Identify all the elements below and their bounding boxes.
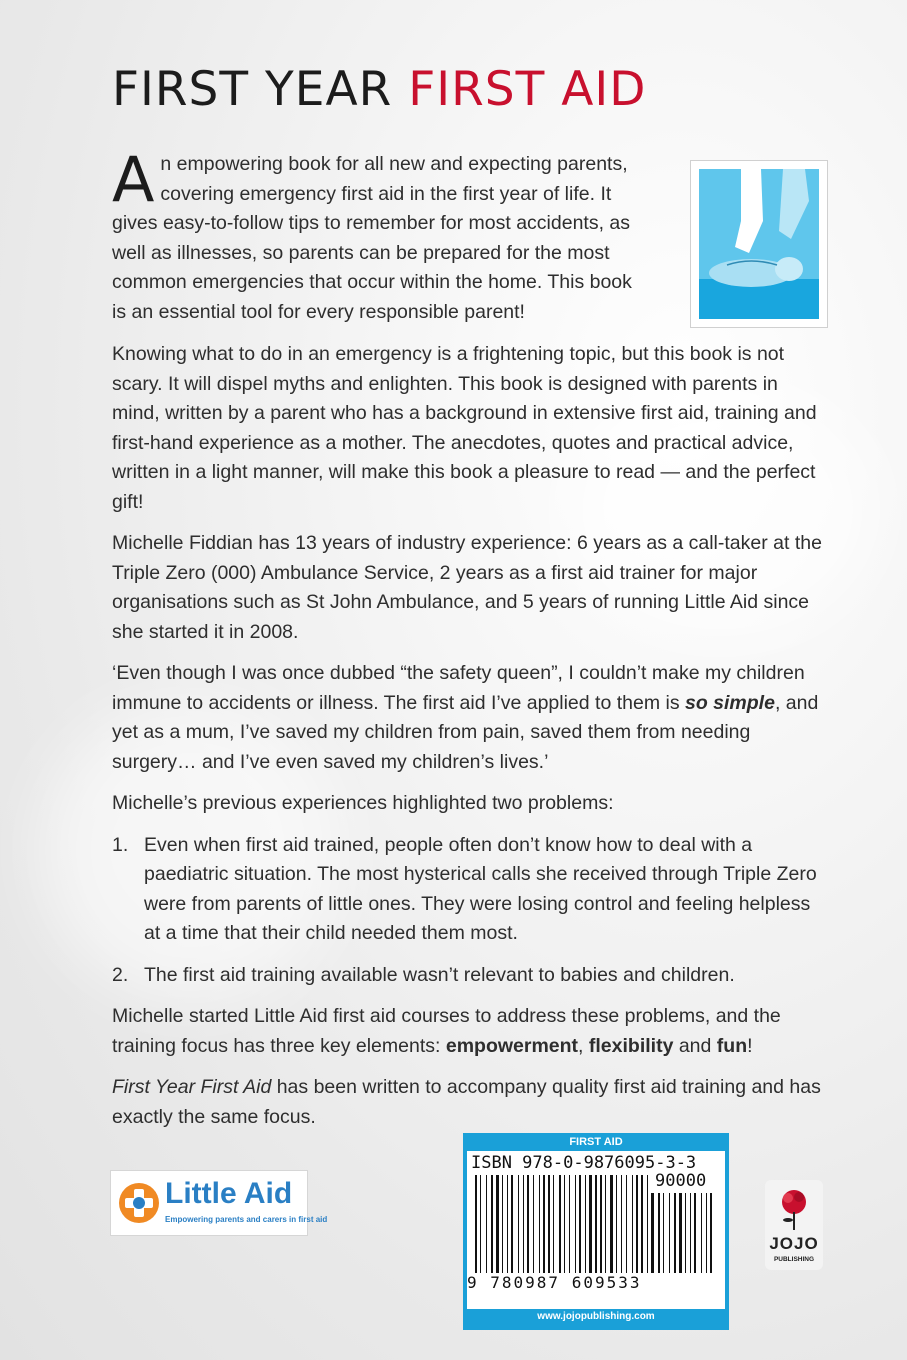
barcode-bar [543, 1175, 545, 1273]
list-text: The first aid training available wasn’t relevant to babies and children. [144, 963, 735, 986]
title-part-black: FIRST YEAR [112, 62, 409, 117]
list-item [112, 831, 822, 949]
paragraph-author-quote [112, 659, 822, 777]
separator: , [578, 1034, 589, 1057]
cpr-illustration [690, 160, 828, 328]
intro-paragraph [112, 143, 632, 327]
quote-text: ‘Even though I was once dubbed “the safety queen”, I couldn’t make my children immune to accidents or illness. The first aid I’ve applied to them is [112, 662, 805, 714]
barcode-bar [511, 1175, 513, 1273]
problems-list [112, 831, 822, 991]
barcode-bar [641, 1175, 643, 1273]
closing-text: has been written to accompany quality first aid training and has exactly the same focus. [112, 1076, 821, 1128]
book-title [112, 62, 646, 117]
ean-digits: 9 780987 609533 [467, 1273, 642, 1292]
barcode-bar [694, 1193, 696, 1273]
barcode-bar [575, 1175, 576, 1273]
barcode-bar [579, 1175, 581, 1273]
publisher-sub: PUBLISHING [773, 1256, 815, 1263]
publisher-url: www.jojopublishing.com [537, 1311, 655, 1322]
barcode-bar [626, 1175, 627, 1273]
paragraph-problems-intro: Michelle’s previous experiences highlighted two problems: [112, 792, 614, 814]
barcode-bar [480, 1175, 481, 1273]
barcode-bar [690, 1193, 691, 1273]
barcode-bar [651, 1193, 654, 1273]
quote-emphasis: so simple [684, 691, 775, 714]
keyword-flexibility: flexibility [588, 1034, 674, 1057]
barcode-bar [658, 1193, 660, 1273]
jojo-publishing-logo [765, 1180, 823, 1270]
isbn-barcode [463, 1133, 729, 1330]
barcode-bar [518, 1175, 519, 1273]
barcode-bar [701, 1193, 702, 1273]
price-code: 90000 [655, 1171, 707, 1191]
title-part-red: FIRST AID [408, 62, 647, 117]
barcode-bar [647, 1175, 648, 1273]
barcode-bar [502, 1175, 503, 1273]
list-item [112, 961, 822, 991]
barcode-bar [523, 1175, 524, 1273]
barcode-bar [663, 1193, 664, 1273]
barcode-bar [632, 1175, 633, 1273]
barcode-bar [553, 1175, 554, 1273]
keyword-fun: fun [716, 1034, 748, 1057]
barcode-bar [491, 1175, 493, 1273]
barcode-bar [564, 1175, 565, 1273]
barcode-bar [527, 1175, 529, 1273]
barcode-bar [548, 1175, 550, 1273]
intro-text: n empowering book for all new and expecting parents, covering emergency first aid in the first year of life. It gives easy-to-follow tips to remember for most accidents, as well as illnesses, so parents can be prepared for the most common emergencies that occur within the home. This book is an essential tool for every responsible parent! [112, 153, 632, 323]
barcode-bar [595, 1175, 597, 1273]
para-end: ! [747, 1034, 753, 1057]
barcode-bar [486, 1175, 487, 1273]
barcode-bar [669, 1193, 670, 1273]
barcode-bars [463, 1133, 729, 1330]
body-text [112, 340, 822, 1144]
separator: and [673, 1034, 717, 1057]
barcode-category: FIRST AID [569, 1136, 623, 1148]
barcode-bar [674, 1193, 676, 1273]
drop-cap: A [112, 143, 155, 216]
publisher-name: JOJO [769, 1234, 819, 1253]
barcode-bar [559, 1175, 561, 1273]
barcode-bar [605, 1175, 606, 1273]
paragraph-about-book: Knowing what to do in an emergency is a frightening topic, but this book is not scary. It will dispel myths and enlighten. This book is designed with parents in mind, written by a parent who has a background in extensive first aid, training and first-hand experience as a mother. The anecdotes, quotes and practical advice, written in a light manner, will make this book a pleasure to read — and the perfect gift! [112, 343, 817, 513]
barcode-bar [589, 1175, 592, 1273]
barcode-bar [616, 1175, 617, 1273]
isbn-number: ISBN 978-0-9876095-3-3 [471, 1153, 697, 1173]
little-aid-tagline: Empowering parents and carers in first aid [165, 1215, 328, 1224]
keyword-empowerment: empowerment [445, 1034, 579, 1057]
little-aid-cross-icon [117, 1181, 161, 1225]
barcode-bar [496, 1175, 499, 1273]
barcode-bar [679, 1193, 682, 1273]
little-aid-name: Little Aid [165, 1177, 293, 1210]
list-number: 2. [112, 963, 129, 986]
barcode-bar [507, 1175, 508, 1273]
barcode-bar [610, 1175, 613, 1273]
barcode-bar [600, 1175, 602, 1273]
barcode-bar [533, 1175, 534, 1273]
rose-icon [774, 1186, 814, 1232]
quote-text-end: , and yet as a mum, I’ve saved my children from pain, saved them from needing surgery… and I’ve even saved my children’s lives.’ [112, 691, 819, 773]
barcode-bar [585, 1175, 586, 1273]
barcode-bar [539, 1175, 540, 1273]
barcode-bar [636, 1175, 638, 1273]
barcode-bar [685, 1193, 686, 1273]
paragraph-author-bio: Michelle Fiddian has 13 years of industry experience: 6 years as a call-taker at the Triple Zero (000) Ambulance Service, 2 years as a first aid trainer for major organisations such as St John Ambulance, and 5 years of running Little Aid since she started it in 2008. [112, 532, 822, 643]
barcode-bar [710, 1193, 712, 1273]
list-text: Even when first aid trained, people often don’t know how to deal with a paediatric situation. The most hysterical calls she received through Triple Zero were from parents of little ones. They were losing control and feeling helpless at a time that their child needed them most. [144, 833, 817, 944]
list-number: 1. [112, 833, 129, 856]
barcode-bar [475, 1175, 477, 1273]
book-title-italic: First Year First Aid [112, 1076, 272, 1098]
barcode-bar [621, 1175, 622, 1273]
paragraph-little-aid [112, 1002, 822, 1061]
barcode-bar [706, 1193, 707, 1273]
barcode-bar [569, 1175, 570, 1273]
para-text: Michelle started Little Aid first aid courses to address these problems, and the training focus has three key elements: [112, 1005, 781, 1057]
paragraph-closing [112, 1073, 822, 1132]
little-aid-logo [110, 1170, 328, 1236]
